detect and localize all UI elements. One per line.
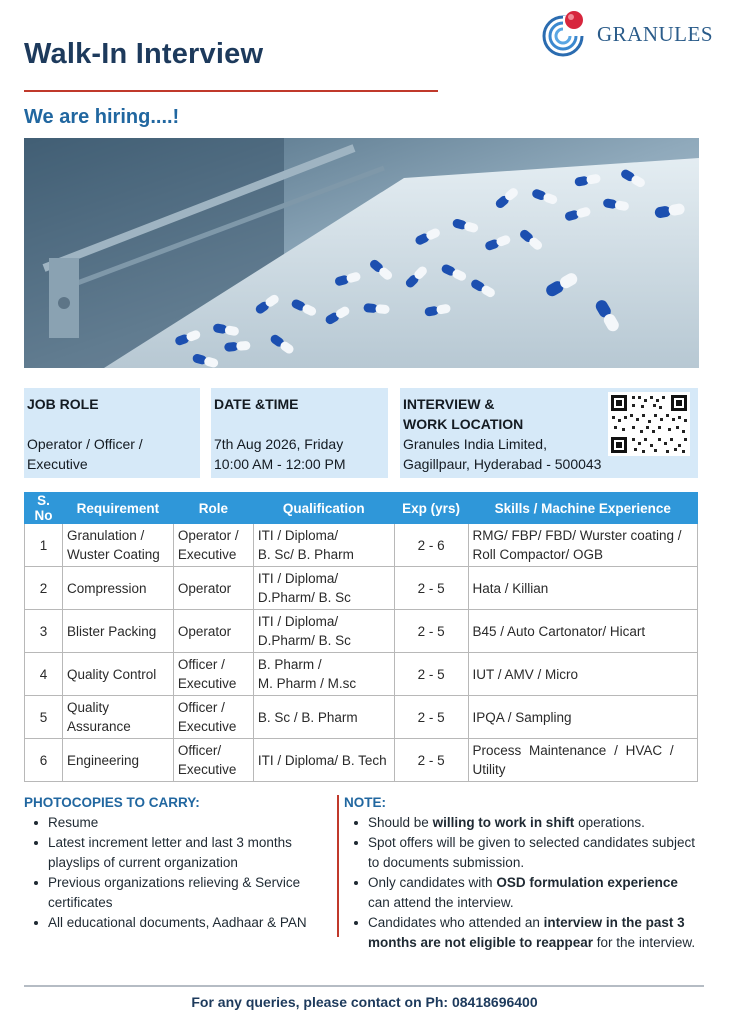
interview-date: 7th Aug 2026, Friday xyxy=(214,436,344,452)
photocopies-heading: PHOTOCOPIES TO CARRY: xyxy=(24,795,200,810)
list-item xyxy=(344,873,700,913)
col-header-role: Role xyxy=(173,493,253,524)
cell-role xyxy=(173,739,253,782)
cell-exp: 2 - 5 xyxy=(394,653,468,696)
cell-line: Granulation / xyxy=(66,528,145,543)
note-text: operations. xyxy=(574,815,645,830)
list-item: Previous organizations relieving & Service certificates xyxy=(24,873,334,913)
location-box xyxy=(400,388,698,478)
table-row xyxy=(25,524,698,567)
cell-line: ITI / Diploma/ xyxy=(257,528,339,543)
cell-line: B. Pharm / xyxy=(257,657,322,672)
cell-requirement: Quality Control xyxy=(62,653,173,696)
list-item: Resume xyxy=(24,813,334,833)
cell-line: Operator / xyxy=(177,528,239,543)
table-row xyxy=(25,567,698,610)
cell-line: Executive xyxy=(177,762,237,777)
cell-exp: 2 - 5 xyxy=(394,739,468,782)
granules-logo-icon xyxy=(541,8,593,60)
list-item: Latest increment letter and last 3 months playslips of current organization xyxy=(24,833,334,873)
cell-line: Assurance xyxy=(66,719,131,734)
cell-role: Operator xyxy=(173,610,253,653)
cell-exp: 2 - 5 xyxy=(394,696,468,739)
location-heading-1: INTERVIEW & xyxy=(403,396,495,412)
cell-line: Officer / xyxy=(177,700,225,715)
date-time-heading: DATE &TIME xyxy=(214,396,299,412)
cell-role xyxy=(173,524,253,567)
col-header-skills: Skills / Machine Experience xyxy=(468,493,698,524)
location-line-1: Granules India Limited, xyxy=(403,436,547,452)
cell-requirement: Blister Packing xyxy=(62,610,173,653)
contact-footer: For any queries, please contact on Ph: 08418696400 xyxy=(191,994,538,1010)
cell-qualification: ITI / Diploma/ B. Tech xyxy=(253,739,394,782)
cell-line: Executive xyxy=(177,719,237,734)
col-header-sno: S. No xyxy=(25,493,63,524)
cell-requirement xyxy=(62,696,173,739)
logo-text: GRANULES xyxy=(597,22,714,46)
table-row xyxy=(25,610,698,653)
cell-requirement: Engineering xyxy=(62,739,173,782)
note-bold: interview in the past 3 months are not eligible to reappear xyxy=(368,915,685,950)
cell-skills xyxy=(468,739,698,782)
cell-line: M. Pharm / M.sc xyxy=(257,676,357,691)
list-item: All educational documents, Aadhaar & PAN xyxy=(24,913,334,933)
cell-skills: IUT / AMV / Micro xyxy=(468,653,698,696)
requirements-table xyxy=(24,492,698,782)
capsules-conveyor-icon xyxy=(24,138,699,368)
cell-line: Utility xyxy=(472,762,506,777)
cell-qualification: B. Sc / B. Pharm xyxy=(253,696,394,739)
qr-code-icon[interactable] xyxy=(608,392,690,456)
cell-line: Executive xyxy=(177,676,237,691)
granules-logo xyxy=(541,8,716,60)
cell-exp: 2 - 6 xyxy=(394,524,468,567)
note-text: Only candidates with xyxy=(368,875,497,890)
cell-line: Roll Compactor/ OGB xyxy=(472,547,604,562)
table-row xyxy=(25,739,698,782)
cell-requirement xyxy=(62,524,173,567)
note-text: can attend the interview. xyxy=(368,895,514,910)
cell-qualification xyxy=(253,567,394,610)
cell-line: ITI / Diploma/ xyxy=(257,614,339,629)
job-role-value: Operator / Officer / Executive xyxy=(27,436,143,472)
note-text: Should be xyxy=(368,815,433,830)
list-item: Spot offers will be given to selected candidates subject to documents submission. xyxy=(344,833,700,873)
location-line-2: Gagillpaur, Hyderabad - 500043 xyxy=(403,456,602,472)
note-heading: NOTE: xyxy=(344,795,386,810)
interview-time: 10:00 AM - 12:00 PM xyxy=(214,456,346,472)
cell-role: Operator xyxy=(173,567,253,610)
cell-sno: 6 xyxy=(25,739,63,782)
title-divider xyxy=(24,90,438,92)
cell-qualification xyxy=(253,653,394,696)
cell-line: Wuster Coating xyxy=(66,547,160,562)
cell-line: ITI / Diploma/ xyxy=(257,571,339,586)
col-header-requirement: Requirement xyxy=(62,493,173,524)
note-text: Candidates who attended an xyxy=(368,915,544,930)
note-bold: willing to work in shift xyxy=(432,815,575,830)
note-text: for the interview. xyxy=(593,935,696,950)
footer-divider xyxy=(24,985,704,987)
col-header-qualification: Qualification xyxy=(253,493,394,524)
cell-sno: 4 xyxy=(25,653,63,696)
cell-line: D.Pharm/ B. Sc xyxy=(257,633,351,648)
cell-skills: Hata / Killian xyxy=(468,567,698,610)
note-list xyxy=(344,813,700,953)
hiring-subtitle: We are hiring....! xyxy=(24,106,180,128)
cell-line: B. Sc/ B. Pharm xyxy=(257,547,354,562)
cell-skills: IPQA / Sampling xyxy=(468,696,698,739)
cell-line: Executive xyxy=(177,547,237,562)
cell-qualification xyxy=(253,610,394,653)
cell-line: D.Pharm/ B. Sc xyxy=(257,590,351,605)
hero-image xyxy=(24,138,699,368)
table-header-row xyxy=(25,493,698,524)
cell-line: Officer / xyxy=(177,657,225,672)
cell-sno: 1 xyxy=(25,524,63,567)
note-section xyxy=(344,795,700,953)
table-row xyxy=(25,653,698,696)
cell-role xyxy=(173,653,253,696)
cell-exp: 2 - 5 xyxy=(394,610,468,653)
cell-exp: 2 - 5 xyxy=(394,567,468,610)
location-heading-2: WORK LOCATION xyxy=(403,416,524,432)
job-role-box xyxy=(24,388,200,478)
job-role-heading: JOB ROLE xyxy=(27,396,99,412)
cell-line: Officer/ xyxy=(177,743,222,758)
page-title: Walk-In Interview xyxy=(24,38,264,70)
cell-skills xyxy=(468,524,698,567)
cell-sno: 5 xyxy=(25,696,63,739)
list-item xyxy=(344,813,700,833)
cell-skills: B45 / Auto Cartonator/ Hicart xyxy=(468,610,698,653)
cell-line: Process Maintenance / HVAC / xyxy=(472,743,674,758)
list-item xyxy=(344,913,700,953)
col-header-exp: Exp (yrs) xyxy=(394,493,468,524)
table-row xyxy=(25,696,698,739)
photocopies-section xyxy=(24,795,334,933)
cell-qualification xyxy=(253,524,394,567)
cell-requirement: Compression xyxy=(62,567,173,610)
cell-line: RMG/ FBP/ FBD/ Wurster coating / xyxy=(472,528,682,543)
cell-sno: 2 xyxy=(25,567,63,610)
date-time-box xyxy=(211,388,388,478)
section-divider xyxy=(337,795,339,937)
cell-sno: 3 xyxy=(25,610,63,653)
note-bold: OSD formulation experience xyxy=(496,875,678,890)
cell-line: Quality xyxy=(66,700,109,715)
cell-role xyxy=(173,696,253,739)
photocopies-list xyxy=(24,813,334,933)
